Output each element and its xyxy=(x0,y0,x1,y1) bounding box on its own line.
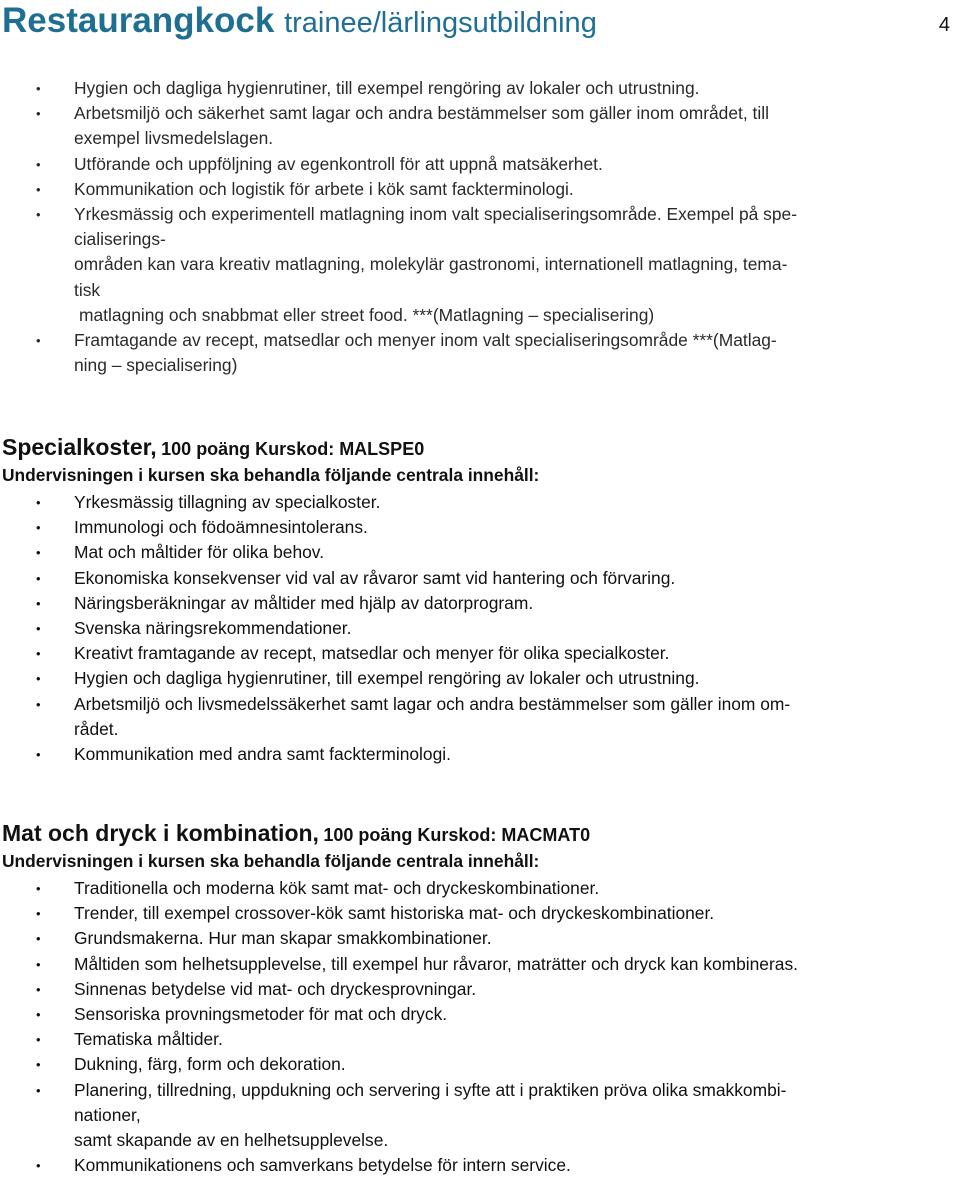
list-item xyxy=(0,591,958,616)
list-item-line: exempel livsmedelslagen. xyxy=(74,128,274,149)
list-item-line: • Sinnenas betydelse vid mat- och dryckesprovningar. xyxy=(74,978,477,999)
list-item-line: rådet. xyxy=(74,718,119,739)
page-number: 4 xyxy=(938,14,950,36)
list-item xyxy=(0,1052,958,1077)
list-item-line: nationer, xyxy=(74,1104,141,1125)
list-item xyxy=(0,1153,958,1178)
list-item xyxy=(0,152,958,177)
list-item xyxy=(0,328,958,378)
list-item-line: • Svenska näringsrekommendationer. xyxy=(74,618,352,639)
list-item xyxy=(0,540,958,565)
list-item xyxy=(0,1078,958,1154)
page-header xyxy=(2,0,958,44)
list-item-line: • Arbetsmiljö och säkerhet samt lagar och andra bestämmelser som gäller inom området, till xyxy=(74,103,769,124)
list-item-line: • Kommunikation med andra samt fackterminologi. xyxy=(74,744,451,765)
list-item xyxy=(0,490,958,515)
content-list-2 xyxy=(0,490,958,767)
list-item-line: matlagning och snabbmat eller street food. ***(Matlagning – specialisering) xyxy=(79,304,655,325)
section-title-mat-och-dryck xyxy=(2,820,590,847)
list-item-line: • Framtagande av recept, matsedlar och menyer inom valt specialiseringsområde ***(Matlag- xyxy=(74,330,777,351)
section-intro: Undervisningen i kursen ska behandla följande centrala innehåll: xyxy=(2,465,540,485)
list-item xyxy=(0,177,958,202)
list-item xyxy=(0,901,958,926)
list-item xyxy=(0,952,958,977)
list-item xyxy=(0,742,958,767)
course-name: Specialkoster, xyxy=(2,434,157,460)
list-item xyxy=(0,641,958,666)
list-item-line: • Kommunikation och logistik för arbete i kök samt fackterminologi. xyxy=(74,178,574,199)
list-item xyxy=(0,76,958,101)
list-item xyxy=(0,666,958,691)
content-list-1 xyxy=(0,76,958,378)
list-item-line: • Tematiska måltider. xyxy=(74,1029,223,1050)
list-item-line: tisk xyxy=(74,279,101,300)
list-item-line: • Måltiden som helhetsupplevelse, till exempel hur råvaror, maträtter och dryck kan kombineras. xyxy=(74,953,798,974)
list-item-line: • Hygien och dagliga hygienrutiner, till exempel rengöring av lokaler och utrustning. xyxy=(74,668,700,689)
list-item-line: • Trender, till exempel crossover-kök samt historiska mat- och dryckeskombinationer. xyxy=(74,903,715,924)
list-item-line: • Dukning, färg, form och dekoration. xyxy=(74,1054,346,1075)
list-item-line: ning – specialisering) xyxy=(74,355,238,376)
list-item-line: • Grundsmakerna. Hur man skapar smakkombinationer. xyxy=(74,928,492,949)
list-item-line: • Planering, tillredning, uppdukning och servering i syfte att i praktiken pröva olika smakkombi- xyxy=(74,1079,787,1100)
list-item xyxy=(0,926,958,951)
list-item-line: • Sensoriska provningsmetoder för mat och dryck. xyxy=(74,1004,448,1025)
page-title xyxy=(2,1,597,41)
list-item-line: • Utförande och uppföljning av egenkontroll för att uppnå matsäkerhet. xyxy=(74,153,603,174)
list-item-line: • Traditionella och moderna kök samt mat- och dryckeskombinationer. xyxy=(74,878,600,898)
list-item xyxy=(0,1027,958,1052)
course-name: Mat och dryck i kombination, xyxy=(2,820,319,846)
list-item-line: • Ekonomiska konsekvenser vid val av råvaror samt vid hantering och förvaring. xyxy=(74,567,676,588)
list-item-line: områden kan vara kreativ matlagning, molekylär gastronomi, internationell matlagning, tema- xyxy=(74,254,788,275)
list-item-line: • Arbetsmiljö och livsmedelssäkerhet samt lagar och andra bestämmelser som gäller inom om- xyxy=(74,693,791,714)
list-item xyxy=(0,202,958,328)
list-item-line: • Kommunikationens och samverkans betydelse för intern service. xyxy=(74,1155,571,1176)
list-item xyxy=(0,876,958,901)
list-item xyxy=(0,977,958,1002)
section-title-specialkoster xyxy=(2,434,424,461)
list-item-line: samt skapande av en helhetsupplevelse. xyxy=(74,1130,389,1151)
list-item xyxy=(0,692,958,742)
list-item-line: cialiserings- xyxy=(74,229,166,250)
course-info: 100 poäng Kurskod: MALSPE0 xyxy=(161,439,425,459)
list-item xyxy=(0,616,958,641)
section-intro: Undervisningen i kursen ska behandla följande centrala innehåll: xyxy=(2,851,540,871)
content-list-3 xyxy=(0,876,958,1178)
list-item-line: • Hygien och dagliga hygienrutiner, till exempel rengöring av lokaler och utrustning. xyxy=(74,78,700,98)
course-info: 100 poäng Kurskod: MACMAT0 xyxy=(323,825,591,845)
list-item-line: • Yrkesmässig och experimentell matlagning inom valt specialiseringsområde. Exempel på spe- xyxy=(74,204,798,225)
list-item xyxy=(0,515,958,540)
list-item-line: • Immunologi och födoämnesintolerans. xyxy=(74,517,368,538)
list-item xyxy=(0,566,958,591)
list-item-line: • Yrkesmässig tillagning av specialkoster. xyxy=(74,492,381,512)
list-item xyxy=(0,101,958,151)
list-item-line: • Näringsberäkningar av måltider med hjälp av datorprogram. xyxy=(74,592,534,613)
list-item-line: • Mat och måltider för olika behov. xyxy=(74,542,325,563)
list-item xyxy=(0,1002,958,1027)
list-item-line: • Kreativt framtagande av recept, matsedlar och menyer för olika specialkoster. xyxy=(74,643,670,664)
program-subtitle: trainee/lärlingsutbildning xyxy=(284,7,597,39)
program-title: Restaurangkock xyxy=(2,1,275,40)
